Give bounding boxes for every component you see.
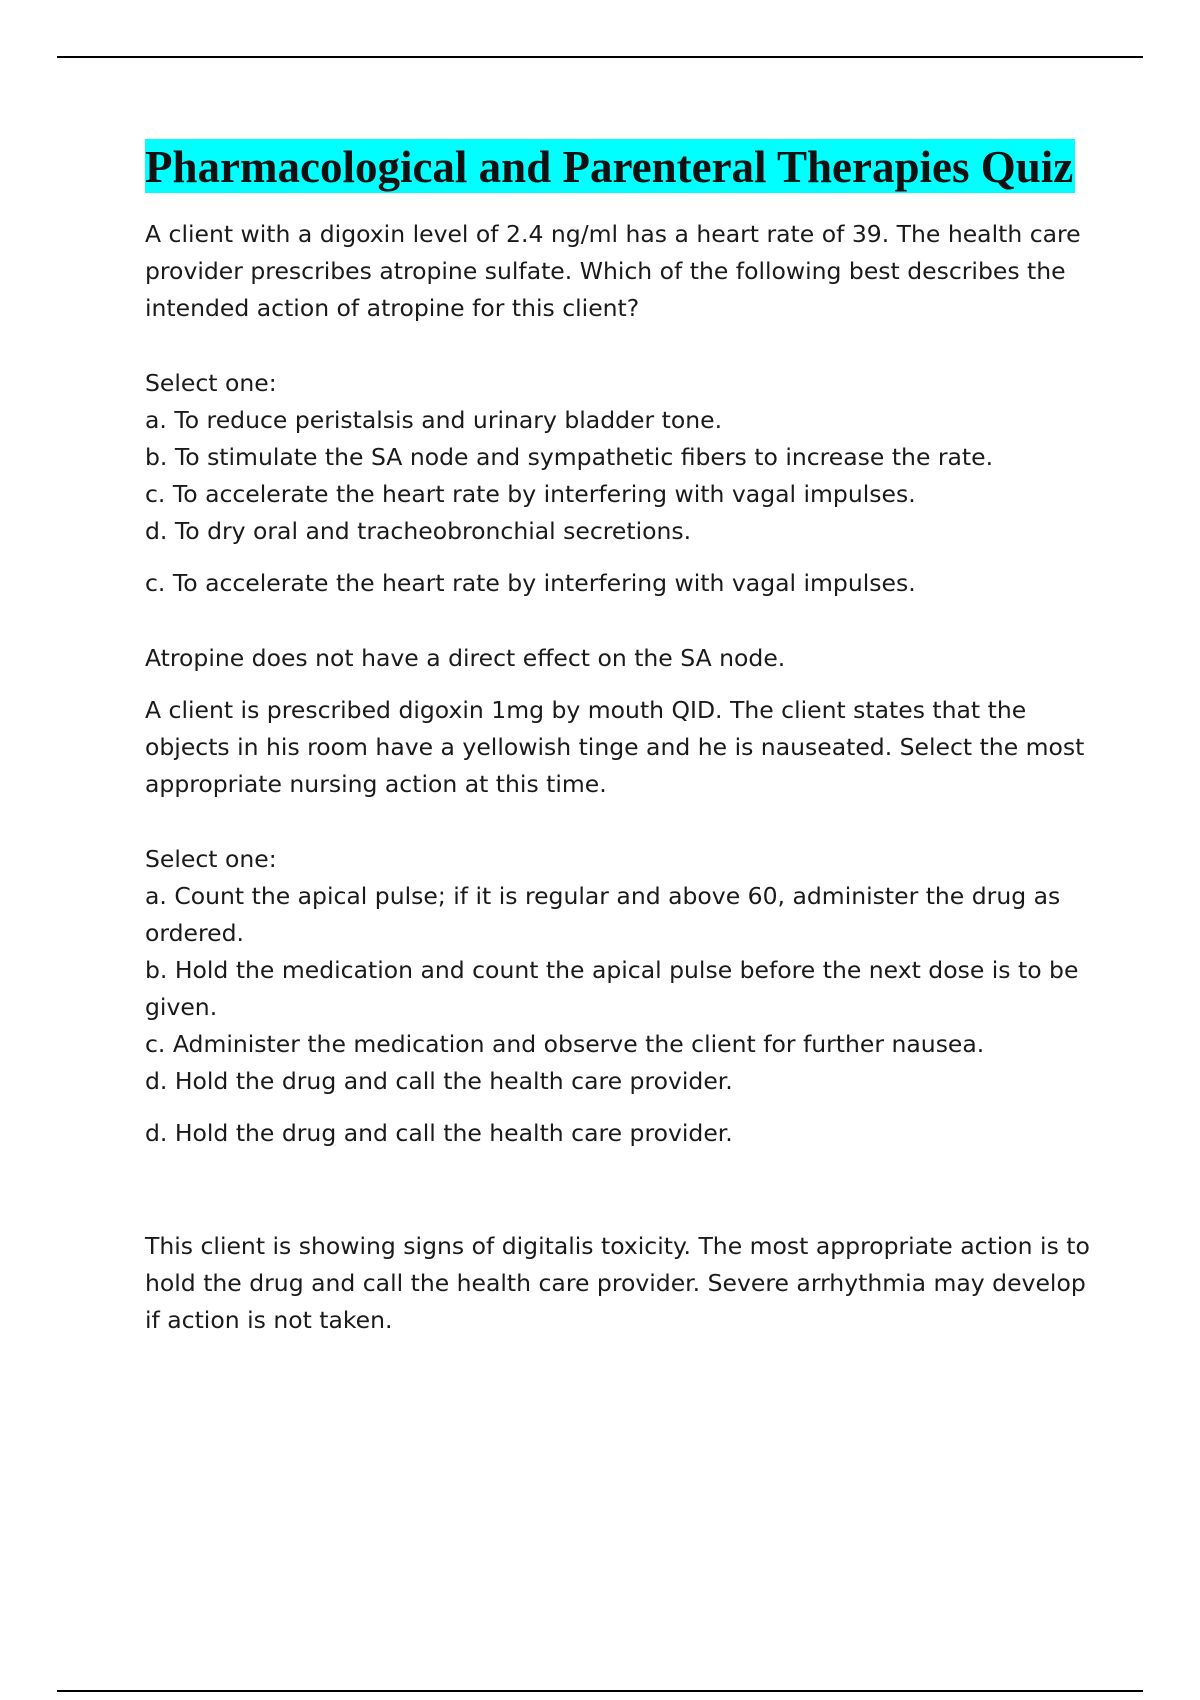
question-2 [145,692,1095,1339]
question-2-option-d: d. Hold the drug and call the health care provider. [145,1067,733,1095]
question-1-option-b: b. To stimulate the SA node and sympathetic fibers to increase the rate. [145,443,994,471]
question-1 [145,216,1095,677]
question-2-rationale: This client is showing signs of digitalis toxicity. The most appropriate action is to hold the drug and call the health care provider. Severe arrhythmia may develop if action is not taken. [145,1232,1090,1334]
question-1-answer: c. To accelerate the heart rate by interfering with vagal impulses. [145,569,916,597]
question-1-select-label: Select one: [145,369,277,397]
page-title [145,140,1095,195]
document-body [145,140,1095,1339]
question-2-option-c: c. Administer the medication and observe the client for further nausea. [145,1030,985,1058]
top-rule [57,56,1143,58]
question-2-text: A client is prescribed digoxin 1mg by mouth QID. The client states that the objects in his room have a yellowish tinge and he is nauseated. Select the most appropriate nursing action at this time. [145,696,1085,798]
title-highlight: Pharmacological and Parenteral Therapies Quiz [145,139,1075,193]
question-2-option-a: a. Count the apical pulse; if it is regular and above 60, administer the drug as ordered. [145,882,1061,947]
question-2-answer: d. Hold the drug and call the health care provider. [145,1119,733,1147]
question-1-option-d: d. To dry oral and tracheobronchial secretions. [145,517,692,545]
question-1-option-a: a. To reduce peristalsis and urinary bladder tone. [145,406,723,434]
question-1-text: A client with a digoxin level of 2.4 ng/ml has a heart rate of 39. The health care provider prescribes atropine sulfate. Which of the following best describes the intended action of atropine for this client? [145,220,1081,322]
bottom-rule [57,1690,1143,1692]
question-2-select-label: Select one: [145,845,277,873]
question-2-option-b: b. Hold the medication and count the apical pulse before the next dose is to be given. [145,956,1079,1021]
question-1-rationale: Atropine does not have a direct effect on the SA node. [145,644,786,672]
question-1-option-c: c. To accelerate the heart rate by interfering with vagal impulses. [145,480,916,508]
